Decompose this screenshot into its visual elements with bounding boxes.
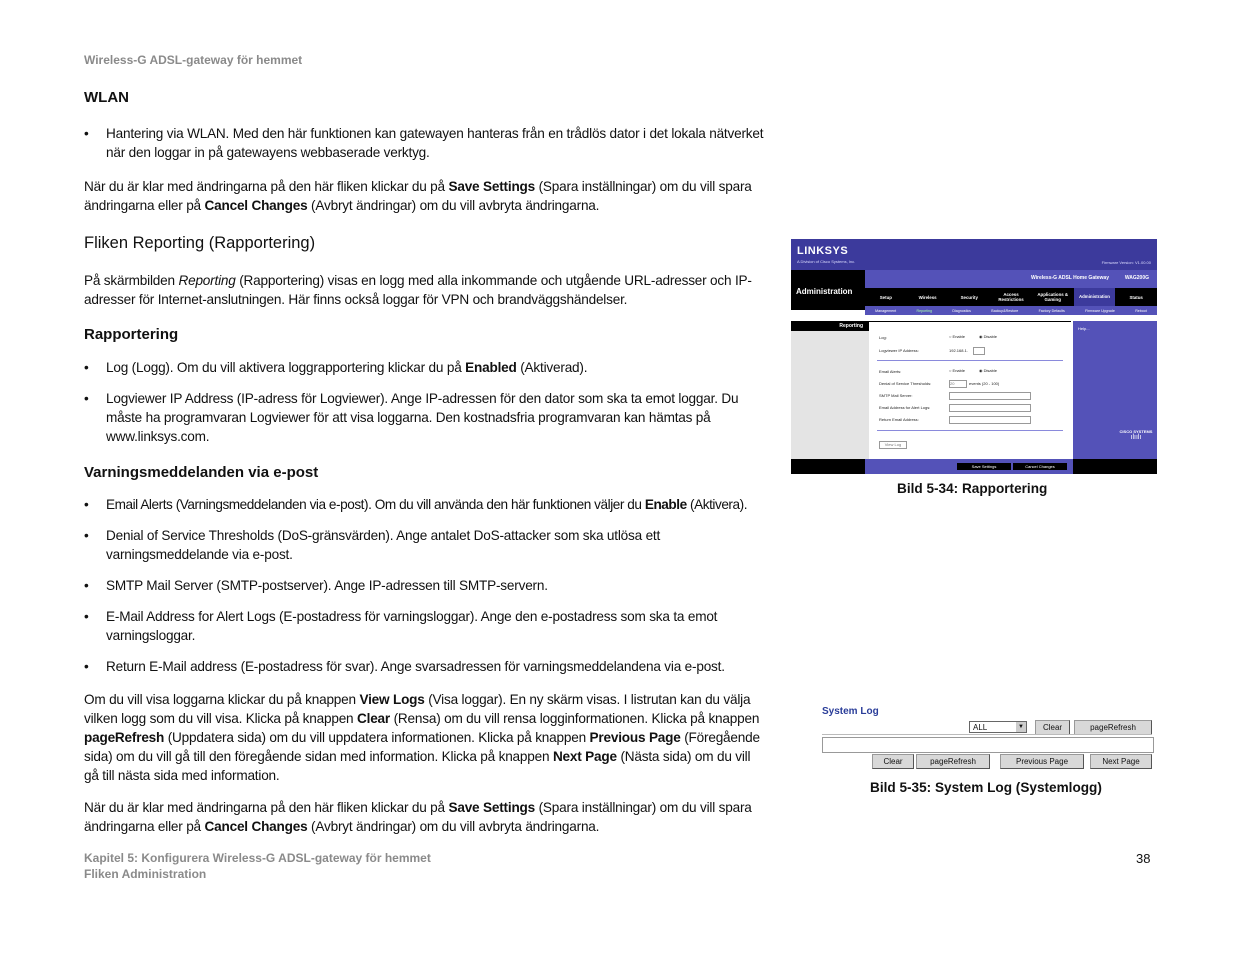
bullet-dot: • xyxy=(84,659,89,674)
subheading-email-alerts: Varningsmeddelanden via e-post xyxy=(84,464,319,481)
cancel-changes-term: Cancel Changes xyxy=(204,198,308,213)
text-run: När du är klar med ändringarna på den här fliken klickar du på xyxy=(84,179,449,194)
bullet-dot: • xyxy=(84,578,89,593)
reporting-term: Reporting xyxy=(178,273,236,288)
admin-block xyxy=(791,270,865,310)
tab-wireless[interactable]: Wireless xyxy=(918,294,937,300)
text-run: (Nästa sida) om du vill gå till nästa sida med information. xyxy=(84,749,751,783)
previous-page-term: Previous Page xyxy=(589,730,681,745)
clear-term: Clear xyxy=(357,711,391,726)
wlan-bullet xyxy=(84,124,764,162)
log-label: Log: xyxy=(879,335,887,340)
text-run: (Uppdatera sida) om du vill uppdatera informationen. Klicka på knappen xyxy=(164,730,590,745)
view-log-button[interactable]: View Log xyxy=(879,441,907,449)
text-run: (Föregående sida) om du vill gå till den föregående sidan med information. Klicka på knappen xyxy=(84,730,760,764)
clear-button-bottom[interactable]: Clear xyxy=(872,754,914,769)
subheading-rapportering: Rapportering xyxy=(84,326,179,343)
subtab-management[interactable]: Management xyxy=(875,308,897,313)
firmware-version: Firmware Version: V1.00.00 xyxy=(1101,260,1151,265)
system-log-divider xyxy=(822,734,1152,735)
wlan-bullet-text: Hantering via WLAN. Med den här funktionen kan gatewayen hanteras från en trådlös dator i det lokala nätverket när den loggar in på gatewayens webbaserade verktyg. xyxy=(106,126,764,160)
help-link[interactable]: Help... xyxy=(1078,326,1090,331)
text-run: Email Alerts (Varningsmeddelanden via e-post). Om du vill använda den här funktionen väljer du xyxy=(106,497,645,512)
bullet-dot: • xyxy=(84,360,89,375)
text-run: Om du vill visa loggarna klickar du på knappen xyxy=(84,692,360,707)
section-title: Fliken Reporting (Rapportering) xyxy=(84,234,316,252)
subtab-reporting[interactable]: Reporting xyxy=(916,308,933,313)
previous-page-button[interactable]: Previous Page xyxy=(1000,754,1084,769)
enabled-term: Enabled xyxy=(465,360,517,375)
bullet-email-alerts xyxy=(84,495,764,514)
reporting-label: Reporting xyxy=(839,323,863,329)
wlan-save-paragraph xyxy=(84,177,764,215)
text-run: På skärmbilden xyxy=(84,273,179,288)
text-run: (Spara inställningar) om du vill spara ändringarna eller på xyxy=(84,179,752,213)
email-enable-radio[interactable]: ○ Enable xyxy=(949,368,965,373)
subtab-reboot[interactable]: Reboot xyxy=(1135,308,1147,313)
alert-email-input[interactable] xyxy=(949,404,1031,412)
subtab-firmware-upgrade[interactable]: Firmware Upgrade xyxy=(1085,308,1115,313)
text-run: (Avbryt ändringar) om du vill avbryta ändringarna. xyxy=(307,198,600,213)
tab-applications-gaming[interactable]: Applications & Gaming xyxy=(1037,292,1069,302)
log-type-value: ALL xyxy=(973,723,988,732)
form-divider xyxy=(877,430,1063,431)
enable-term: Enable xyxy=(644,497,687,512)
bullet-logviewer xyxy=(84,389,764,446)
cisco-bridge-icon: ılıılı xyxy=(1130,434,1142,441)
tab-administration[interactable]: Administration xyxy=(1074,288,1116,306)
subtab-diagnostics[interactable]: Diagnostics xyxy=(952,308,971,313)
bullet-text: Return E-Mail address (E-postadress för svar). Ange svarsadressen för varningsmeddelandena via e-post. xyxy=(106,659,725,674)
wlan-heading: WLAN xyxy=(84,89,129,106)
return-email-input[interactable] xyxy=(949,416,1031,424)
log-disable-radio[interactable]: ◉ Disable xyxy=(979,334,997,339)
return-email-label: Return Email Address: xyxy=(879,417,919,422)
model-name: WAG200G xyxy=(1124,275,1149,281)
bullet-alert-email xyxy=(84,607,764,645)
running-header: Wireless-G ADSL-gateway för hemmet xyxy=(84,53,303,67)
reporting-screenshot xyxy=(791,239,1157,474)
smtp-label: SMTP Mail Server: xyxy=(879,393,913,398)
cisco-logo xyxy=(1119,429,1153,453)
bullet-dot: • xyxy=(84,497,89,512)
tab-status[interactable]: Status xyxy=(1129,294,1143,300)
bullet-dot: • xyxy=(84,528,89,543)
pagerefresh-button-bottom[interactable]: pageRefresh xyxy=(916,754,990,769)
left-panel xyxy=(791,321,869,459)
cancel-changes-button[interactable]: Cancel Changes xyxy=(1013,463,1067,470)
bullet-dot: • xyxy=(84,609,89,624)
disable-text: Disable xyxy=(983,368,997,373)
clear-button-top[interactable]: Clear xyxy=(1035,720,1070,735)
left-panel-header xyxy=(791,321,869,331)
log-enable-radio[interactable]: ○ Enable xyxy=(949,334,965,339)
ip-prefix: 192.168.1. xyxy=(949,348,968,353)
bullet-text: Denial of Service Thresholds (DoS-gränsvärden). Ange antalet DoS-attacker som ska utlösa ett varningsmeddelande via e-post. xyxy=(106,528,661,562)
tab-access-restrictions[interactable]: Access Restrictions xyxy=(998,292,1024,302)
bullet-return-email xyxy=(84,657,764,676)
next-page-term: Next Page xyxy=(552,749,617,764)
text-run: (Rensa) om du vill rensa logginformationen. Klicka på knappen xyxy=(390,711,760,726)
linksys-logo: LINKSYS xyxy=(797,245,849,257)
pagerefresh-term: pageRefresh xyxy=(84,730,165,745)
form-divider xyxy=(877,360,1063,361)
bullet-log xyxy=(84,358,764,377)
bullet-text: E-Mail Address for Alert Logs (E-postadress för varningsloggar). Ange den e-postadress som ska ta emot varningsloggar. xyxy=(106,609,718,643)
figure2-caption: Bild 5-35: System Log (Systemlogg) xyxy=(870,780,1102,795)
tab-setup[interactable]: Setup xyxy=(879,294,892,300)
reporting-save-paragraph xyxy=(84,798,764,836)
figure1-caption: Bild 5-34: Rapportering xyxy=(897,481,1048,496)
text-run: (Aktivera). xyxy=(686,497,748,512)
bullet-text: SMTP Mail Server (SMTP-postserver). Ange IP-adressen till SMTP-servern. xyxy=(106,578,548,593)
reporting-form xyxy=(869,321,1071,460)
router-subtab-bar xyxy=(865,306,1157,315)
bullet-dot: • xyxy=(84,391,89,406)
text-run: (Visa loggar). En ny skärm visas. I listrutan kan du välja vilken logg som du vill visa. Klicka på knappen xyxy=(84,692,751,726)
bullet-text xyxy=(106,358,764,377)
enable-text: Enable xyxy=(952,368,965,373)
tab-security[interactable]: Security xyxy=(960,294,978,300)
router-tab-bar xyxy=(865,288,1157,306)
log-display-area[interactable] xyxy=(822,737,1154,753)
text-run: (Spara inställningar) om du vill spara ändringarna eller på xyxy=(84,800,752,834)
system-log-screenshot xyxy=(820,705,1156,771)
save-settings-term: Save Settings xyxy=(448,179,536,194)
system-log-title: System Log xyxy=(822,706,879,717)
view-logs-paragraph xyxy=(84,690,764,785)
dos-unit: events (20 - 100) xyxy=(969,381,1000,386)
cisco-text: CISCO SYSTEMS xyxy=(1119,429,1153,434)
dos-threshold-input[interactable]: 20 xyxy=(949,380,967,388)
bullet-text xyxy=(106,495,764,514)
footer-chapter: Kapitel 5: Konfigurera Wireless-G ADSL-gateway för hemmet xyxy=(84,851,431,865)
view-logs-term: View Logs xyxy=(359,692,425,707)
product-bar xyxy=(865,270,1157,288)
next-page-button[interactable]: Next Page xyxy=(1090,754,1152,769)
text-run: När du är klar med ändringarna på den här fliken klickar du på xyxy=(84,800,449,815)
enable-text: Enable xyxy=(952,334,965,339)
save-settings-term: Save Settings xyxy=(448,800,536,815)
logviewer-label: Logviewer IP Address: xyxy=(879,348,919,353)
text-run: (Rapportering) visas en logg med alla inkommande och utgående URL-adresser och IP-adresser för Internet-anslutningen. Här finns också loggar för VPN och brandväggshändelser. xyxy=(84,273,752,307)
text-run: (Avbryt ändringar) om du vill avbryta ändringarna. xyxy=(307,819,600,834)
pagerefresh-button-top[interactable]: pageRefresh xyxy=(1074,720,1152,735)
save-settings-button[interactable]: Save Settings xyxy=(957,463,1011,470)
cancel-changes-term: Cancel Changes xyxy=(204,819,308,834)
dropdown-arrow-icon: ▼ xyxy=(1016,722,1026,732)
disable-text: Disable xyxy=(983,334,997,339)
email-disable-radio[interactable]: ◉ Disable xyxy=(979,368,997,373)
email-alerts-label: Email Alerts: xyxy=(879,369,902,374)
smtp-server-input[interactable] xyxy=(949,392,1031,400)
reporting-intro xyxy=(84,271,764,309)
bullet-text: Logviewer IP Address (IP-adress för Logviewer). Ange IP-adressen för den dator som ska ta emot loggar. Du måste ha programvaran Logviewer för att visa loggarna. Den kostnadsfria programvaran kan hämtas på www.linksys.com. xyxy=(106,391,739,444)
page-number: 38 xyxy=(1136,851,1151,866)
help-panel xyxy=(1073,321,1157,459)
text-run: Log (Logg). Om du vill aktivera loggrapportering klickar du på xyxy=(106,360,466,375)
bullet-dos xyxy=(84,526,764,564)
linksys-tagline: A Division of Cisco Systems, Inc. xyxy=(797,259,856,264)
footer-section: Fliken Administration xyxy=(84,867,207,881)
alert-email-label: Email Address for Alert Logs: xyxy=(879,405,931,410)
log-type-select[interactable] xyxy=(969,721,1027,733)
logviewer-ip-input[interactable] xyxy=(973,347,985,355)
bullet-dot: • xyxy=(84,126,89,141)
subtab-backup-restore[interactable]: Backup&Restore xyxy=(991,308,1019,313)
subtab-factory-defaults[interactable]: Factory Defaults xyxy=(1038,308,1065,313)
dos-label: Denial of Service Thresholds: xyxy=(879,381,932,386)
text-run: (Aktiverad). xyxy=(516,360,588,375)
bullet-smtp xyxy=(84,576,764,595)
router-header-bar xyxy=(791,239,1157,270)
product-name: Wireless-G ADSL Home Gateway xyxy=(1030,275,1109,281)
admin-label: Administration xyxy=(796,287,853,296)
